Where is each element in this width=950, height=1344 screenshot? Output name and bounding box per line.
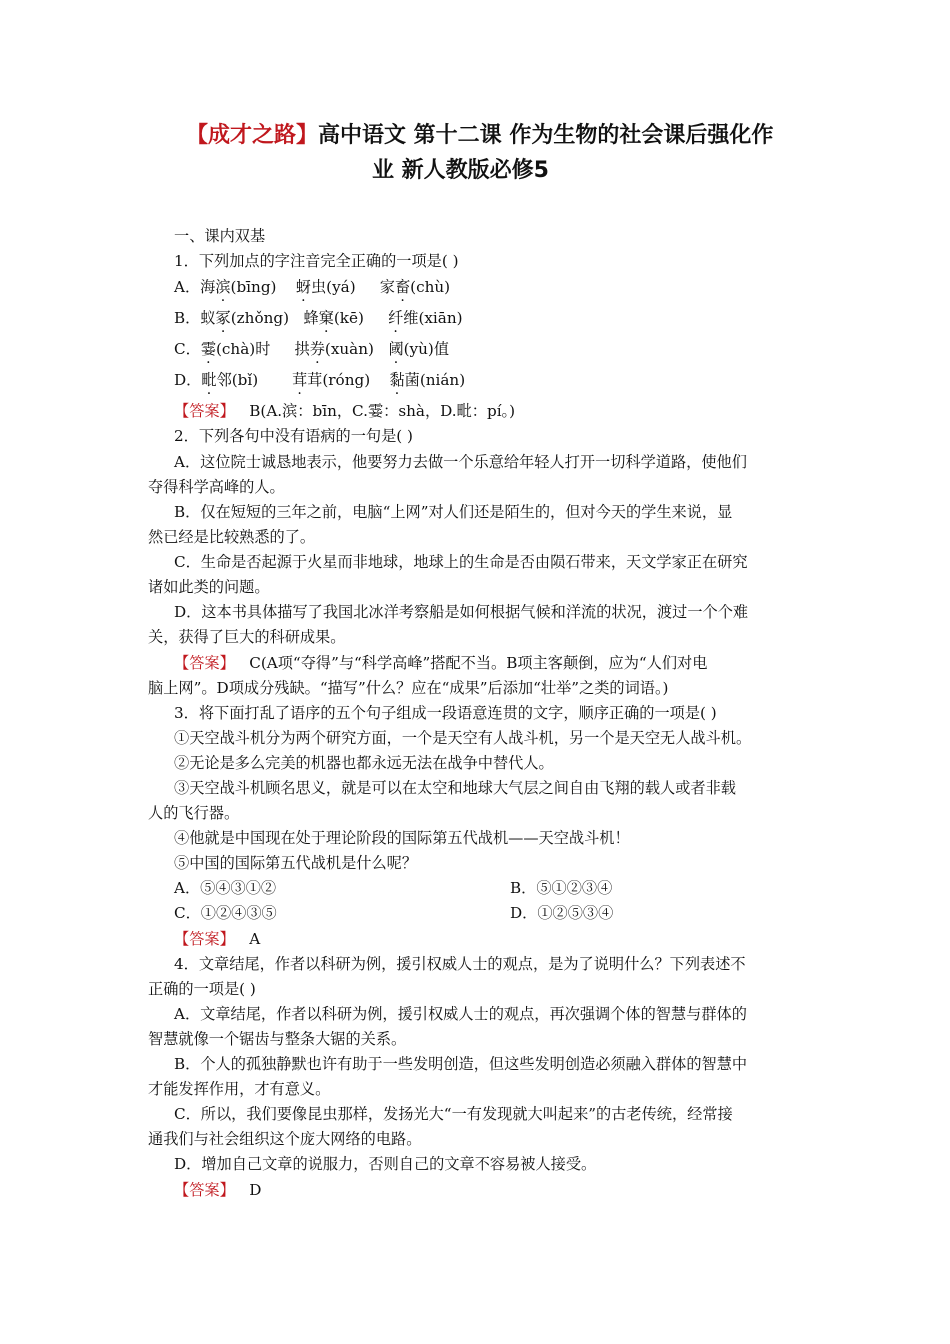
q1-stem: 1．下列加点的字注音完全正确的一项是( ) <box>174 252 459 270</box>
q4-stem: 4．文章结尾，作者以科研为例，援引权威人士的观点，是为了说明什么？下列表述不 <box>174 955 746 973</box>
q1-option-d: D．毗邻(bǐ) 茸茸(róng) 黏菌(nián) <box>174 371 466 389</box>
q4-option-d: D．增加自己文章的说服力，否则自己的文章不容易被人接受。 <box>174 1155 597 1173</box>
answer-label: 【答案】 <box>174 654 235 672</box>
q4-option-c: C．所以，我们要像昆虫那样，发扬光大“一有发现就大叫起来”的古老传统，经常接 <box>174 1105 733 1123</box>
q2-option-a-cont: 夺得科学高峰的人。 <box>148 478 285 496</box>
q2-option-b: B．仅在短短的三年之前，电脑“上网”对人们还是陌生的，但对今天的学生来说，显 <box>174 503 733 521</box>
q2-answer: 【答案】 C(A项“夺得”与“科学高峰”搭配不当。B项主客颠倒，应为“人们对电 <box>174 654 708 672</box>
q3-sentence-2: ②无论是多么完美的机器也都永远无法在战争中替代人。 <box>174 754 554 772</box>
q2-option-d-cont: 关，获得了巨大的科研成果。 <box>148 628 346 646</box>
q3-sentence-3: ③天空战斗机顾名思义，就是可以在太空和地球大气层之间自由飞翔的载人或者非载 <box>174 779 736 797</box>
q3-options-row-1 <box>174 877 276 899</box>
q2-option-b-cont: 然已经是比较熟悉的了。 <box>148 528 316 546</box>
q2-option-a: A．这位院士诚恳地表示，他要努力去做一个乐意给年轻人打开一切科学道路，使他们 <box>174 453 747 471</box>
q4-option-a-cont: 智慧就像一个锯齿与整条大锯的关系。 <box>148 1030 407 1048</box>
q1-option-a: A．海滨(bīng) 蚜虫(yá) 家畜(chù) <box>174 278 451 296</box>
q4-option-b: B．个人的孤独静默也许有助于一些发明创造，但这些发明创造必须融入群体的智慧中 <box>174 1055 748 1073</box>
q3-answer: 【答案】 A <box>174 930 261 948</box>
section-heading: 一、课内双基 <box>174 227 266 245</box>
answer-label: 【答案】 <box>174 930 235 948</box>
q3-option-b: B．⑤①②③④ <box>510 879 613 897</box>
title-line-1 <box>186 118 826 154</box>
q2-stem: 2．下列各句中没有语病的一句是( ) <box>174 427 413 445</box>
title-text: 高中语文 第十二课 作为生物的社会课后强化作 <box>318 123 774 148</box>
title-bracket: 【成才之路】 <box>186 123 319 148</box>
q4-option-c-cont: 通我们与社会组织这个庞大网络的电路。 <box>148 1130 422 1148</box>
q3-sentence-5: ⑤中国的国际第五代战机是什么呢？ <box>174 854 417 872</box>
answer-label: 【答案】 <box>174 1181 235 1199</box>
q4-answer: 【答案】 D <box>174 1181 262 1199</box>
q1-option-b: B．蚁冢(zhǒng) 蜂窠(kē) 纤维(xiān) <box>174 309 463 327</box>
q1-answer: 【答案】 B(A.滨：bīn，C.霎：shà，D.毗：pí。) <box>174 402 516 420</box>
q4-option-a: A．文章结尾，作者以科研为例，援引权威人士的观点，再次强调个体的智慧与群体的 <box>174 1005 747 1023</box>
q3-option-c: C．①②④③⑤ <box>174 904 277 922</box>
answer-label: 【答案】 <box>174 402 235 420</box>
q2-answer-cont: 脑上网”。D项成分残缺。“描写”什么？应在“成果”后添加“壮举”之类的词语。) <box>148 679 669 697</box>
q3-option-a: A．⑤④③①② <box>174 879 277 897</box>
q3-option-d: D．①②⑤③④ <box>510 904 614 922</box>
q4-stem-cont: 正确的一项是( ) <box>148 980 256 998</box>
q1-option-c: C．霎(chà)时 拱券(xuàn) 阈(yù)值 <box>174 340 450 358</box>
q3-sentence-4: ④他就是中国现在处于理论阶段的国际第五代战机——天空战斗机！ <box>174 829 630 847</box>
q3-sentence-1: ①天空战斗机分为两个研究方面，一个是天空有人战斗机，另一个是天空无人战斗机。 <box>174 729 752 747</box>
q3-sentence-3-cont: 人的飞行器。 <box>148 804 240 822</box>
q2-option-c-cont: 诸如此类的问题。 <box>148 578 270 596</box>
q3-stem: 3．将下面打乱了语序的五个句子组成一段语意连贯的文字，顺序正确的一项是( ) <box>174 704 717 722</box>
title-line-2: 业 新人教版必修5 <box>372 158 549 183</box>
q2-option-c: C．生命是否起源于火星而非地球，地球上的生命是否由陨石带来，天文学家正在研究 <box>174 553 748 571</box>
q2-option-d: D．这本书具体描写了我国北冰洋考察船是如何根据气候和洋流的状况，渡过一个个难 <box>174 603 749 621</box>
q4-option-b-cont: 才能发挥作用，才有意义。 <box>148 1080 331 1098</box>
